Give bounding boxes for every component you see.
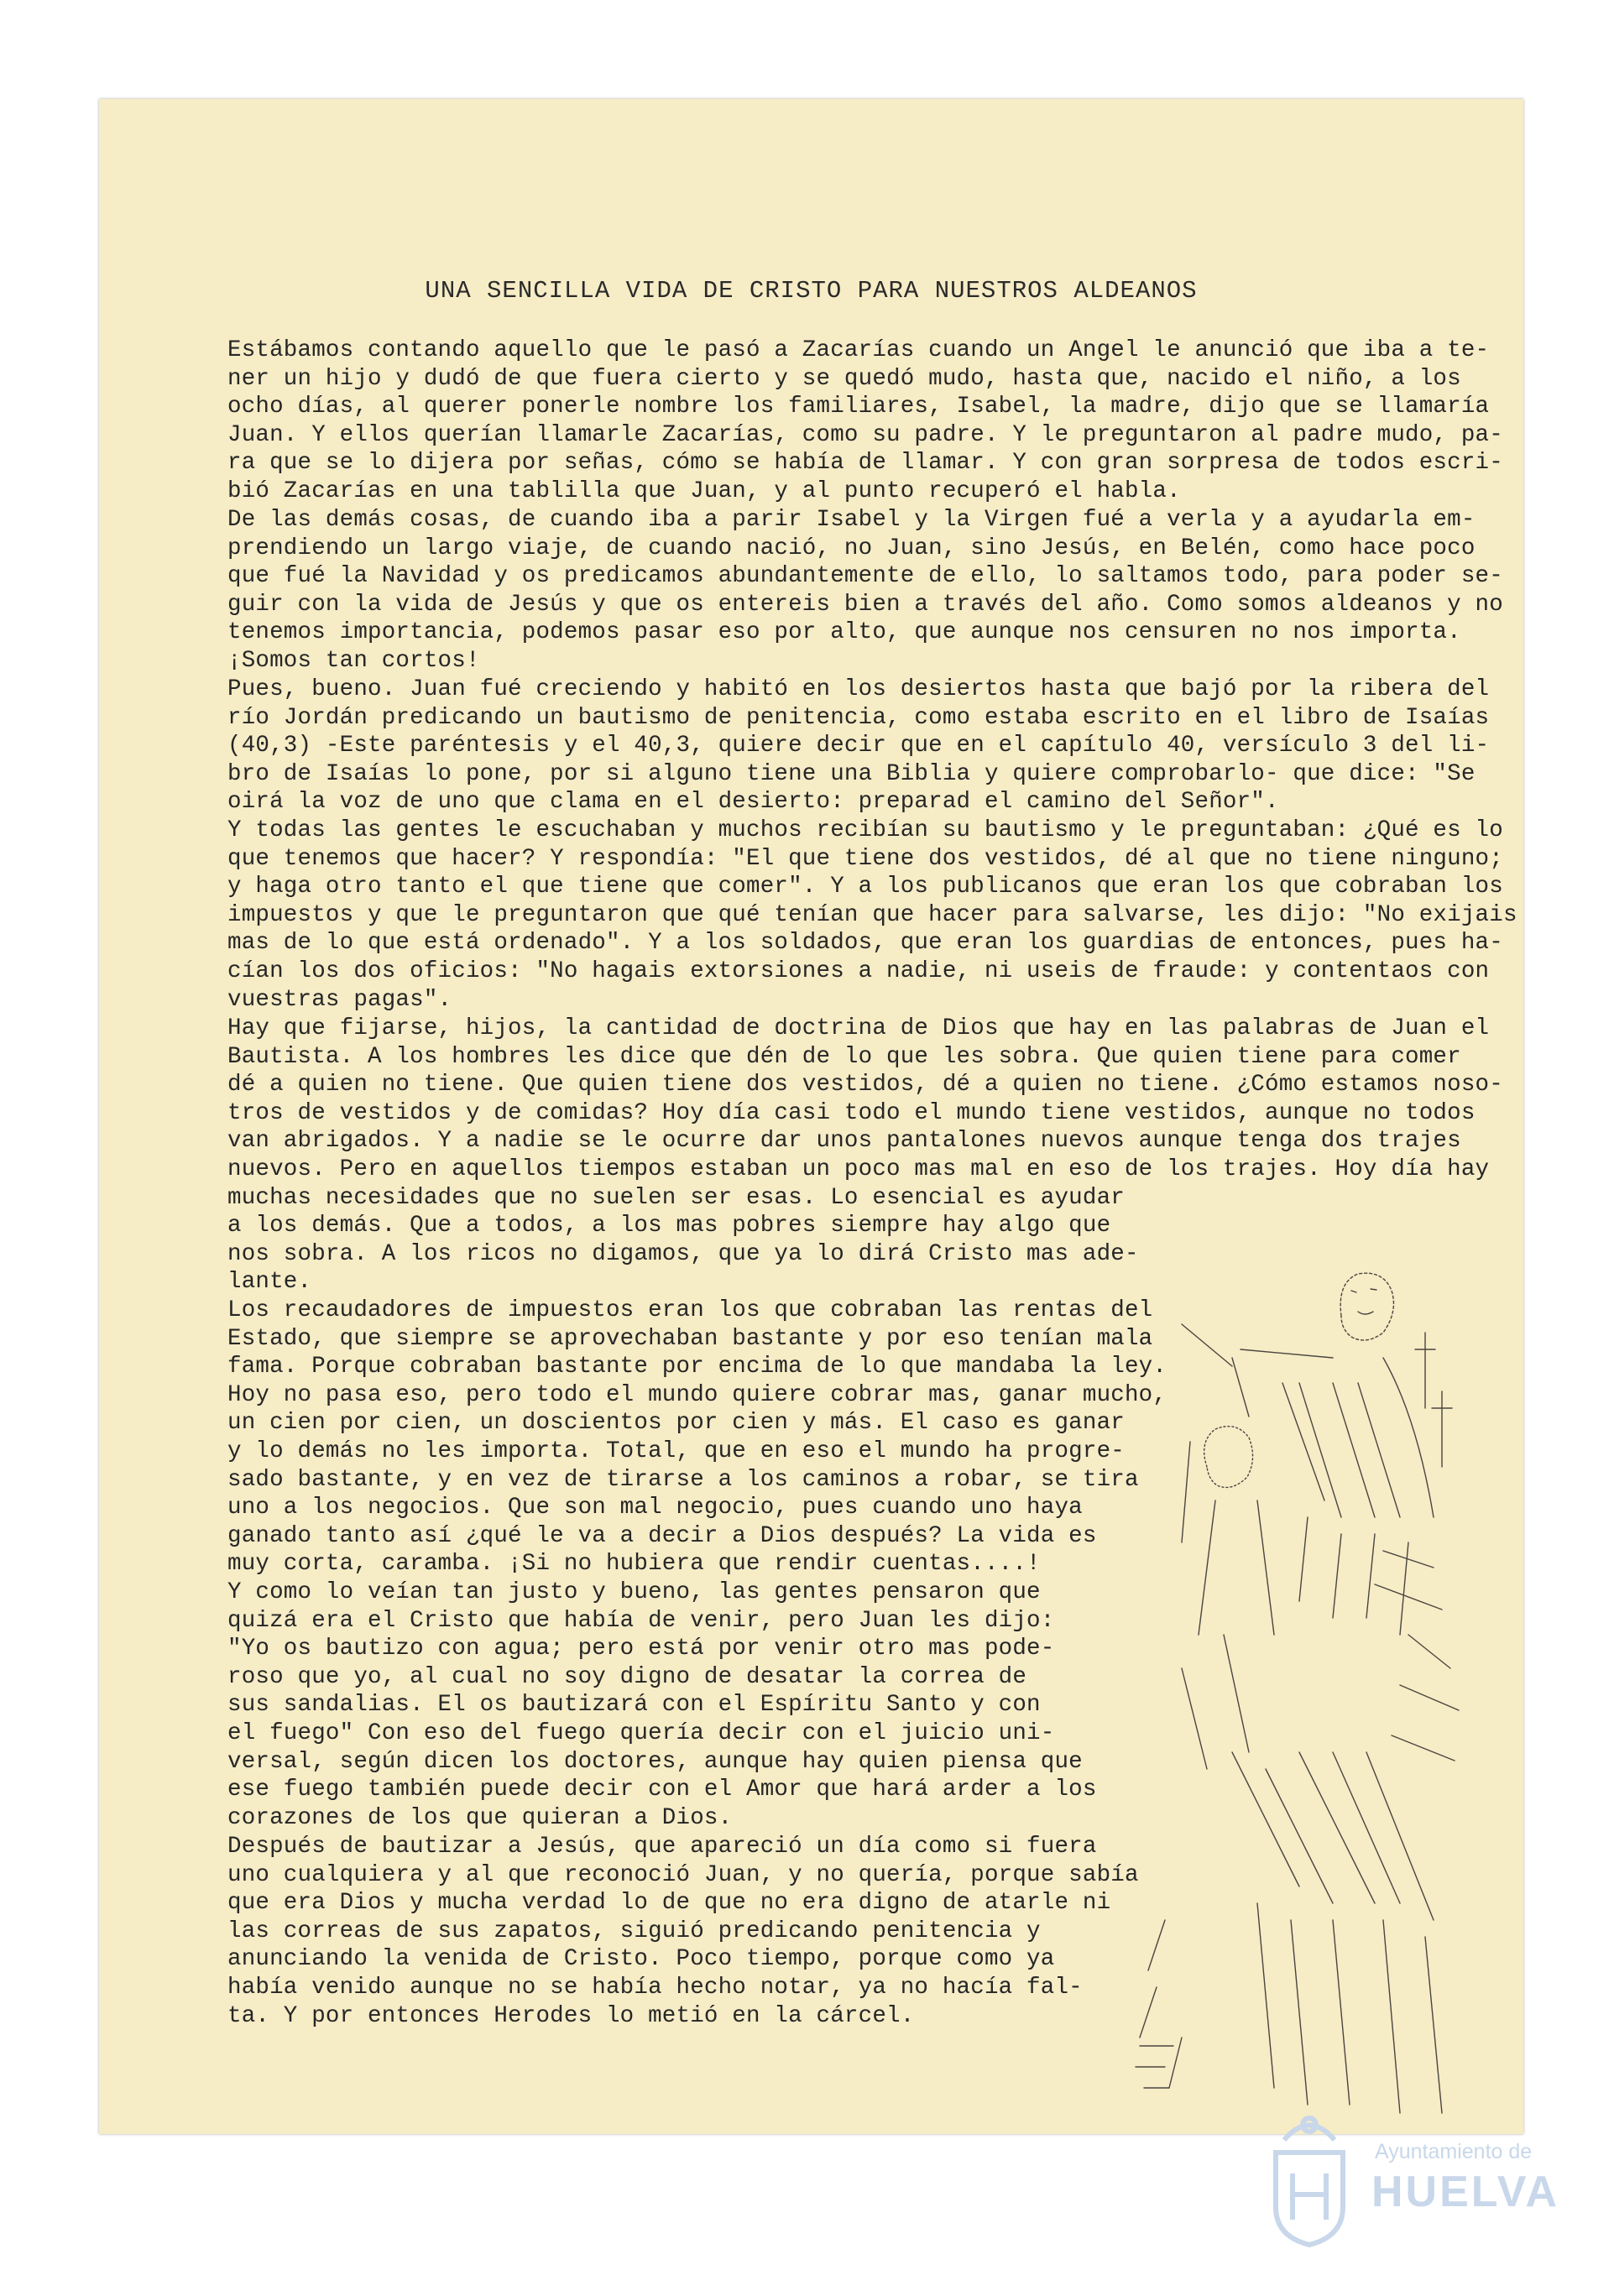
watermark-line-2: HUELVA: [1371, 2168, 1560, 2216]
paragraph-5: Hay que fijarse, hijos, la cantidad de doctrina de Dios que hay en las palabras de Juan el Bautista. A los hombres les dice que dén de lo que les sobra. Que quien tiene para comer dé a quien no tiene. Que quien tiene dos vestidos, dé a quien no tiene. ¿Cómo estamos noso- tros de vestidos y de comidas? Hoy día casi todo el mundo tiene vestidos, aunque no todos van abrigados. Y a nadie se le ocurre dar unos pantalones nuevos aunque tenga dos trajes nuevos. Pero en aquellos tiempos estaban un poco mas mal en eso de los trajes. Hoy día hay muchas necesidades que no suelen ser esas. Lo esencial es ayudar a los demás. Que a todos, a los mas pobres siempre hay algo que nos sobra. A los ricos no digamos, que ya lo dirá Cristo mas ade- lante.: [227, 1015, 1503, 1296]
paragraph-7: Y como lo veían tan justo y bueno, las gentes pensaron que quizá era el Cristo que había de venir, pero Juan les dijo: "Yo os bautizo con agua; pero está por venir otro mas pode- roso que yo, al cual no soy digno de desatar la correa de sus sandalias. El os bautizará con el Espíritu Santo y con el fuego" Con eso del fuego quería decir con el juicio uni- versal, según dicen los doctores, aunque hay quien piensa que ese fuego también puede decir con el Amor que hará arder a los corazones de los que quieran a Dios.: [227, 1579, 1097, 1831]
paragraph-4: Y todas las gentes le escuchaban y muchos recibían su bautismo y le preguntaban: ¿Qué es lo que tenemos que hacer? Y respondía: "El que tiene dos vestidos, dé al que no tiene ninguno; y haga otro tanto el que tiene que comer". Y a los publicanos que eran los que cobraban los impuestos y que le preguntaron que qué tenían que hacer para salvarse, les dijo: "No exijais mas de lo que está ordenado". Y a los soldados, que eran los guardias de entonces, pues ha- cían los dos oficios: "No hagais extorsiones a nadie, ni useis de fraude: y contentaos con vuestras pagas".: [227, 817, 1517, 1013]
typewritten-page: [99, 99, 1523, 2134]
coat-of-arms-icon: [1259, 2106, 1360, 2249]
paragraph-2: De las demás cosas, de cuando iba a parir Isabel y la Virgen fué a verla y a ayudarla em- prendiendo un largo viaje, de cuando nació, no Juan, sino Jesús, en Belén, como hace poco que fué la Navidad y os predicamos abundantemente de ello, lo saltamos todo, para poder se- guir con la vida de Jesús y que os entereis bien a través del año. Como somos aldeanos y no tenemos importancia, podemos pasar eso por alto, que aunque nos censuren no nos importa. ¡Somos tan cortos!: [227, 507, 1503, 674]
document-title: UNA SENCILLA VIDA DE CRISTO PARA NUESTROS ALDEANOS: [425, 277, 1198, 305]
paragraph-8: Después de bautizar a Jesús, que apareció un día como si fuera uno cualquiera y al que reconoció Juan, y no quería, porque sabía que era Dios y mucha verdad lo de que no era digno de atarle ni las correas de sus zapatos, siguió predicando penitencia y anunciando la venida de Cristo. Poco tiempo, porque como ya había venido aunque no se había hecho notar, ya no hacía fal- ta. Y por entonces Herodes lo metió en la cárcel.: [227, 1834, 1139, 2029]
john-baptist-sketch: [1131, 1165, 1467, 2121]
watermark-line-1: Ayuntamiento de: [1375, 2140, 1533, 2163]
paragraph-6: Los recaudadores de impuestos eran los que cobraban las rentas del Estado, que siempre se aprovechaban bastante y por eso tenían mala fama. Porque cobraban bastante por encima de lo que mandaba la ley. Hoy no pasa eso, pero todo el mundo quiere cobrar mas, ganar mucho, un cien por cien, un doscientos por cien y más. El caso es ganar y lo demás no les importa. Total, que en eso el mundo ha progre- sado bastante, y en vez de tirarse a los caminos a robar, se tira uno a los negocios. Que son mal negocio, pues cuando uno haya ganado tanto así ¿qué le va a decir a Dios después? La vida es muy corta, caramba. ¡Si no hubiera que rendir cuentas....!: [227, 1297, 1167, 1578]
ayuntamiento-huelva-watermark: [1259, 2106, 1561, 2257]
paragraph-3: Pues, bueno. Juan fué creciendo y habitó en los desiertos hasta que bajó por la ribera del río Jordán predicando un bautismo de penitencia, como estaba escrito en el libro de Isaías (40,3) -Este paréntesis y el 40,3, quiere decir que en el capítulo 40, versículo 3 del li- bro de Isaías lo pone, por si alguno tiene una Biblia y quiere comprobarlo- que dice: "Se oirá la voz de uno que clama en el desierto: preparad el camino del Señor".: [227, 676, 1490, 816]
paragraph-1: Estábamos contando aquello que le pasó a Zacarías cuando un Angel le anunció que iba a te- ner un hijo y dudó de que fuera cierto y se quedó mudo, hasta que, nacido el niño, a los ocho días, al querer ponerle nombre los familiares, Isabel, la madre, dijo que se llamaría Juan. Y ellos querían llamarle Zacarías, como su padre. Y le preguntaron al padre mudo, pa- ra que se lo dijera por señas, cómo se había de llamar. Y con gran sorpresa de todos escri- bió Zacarías en una tablilla que Juan, y al punto recuperó el habla.: [227, 337, 1503, 504]
